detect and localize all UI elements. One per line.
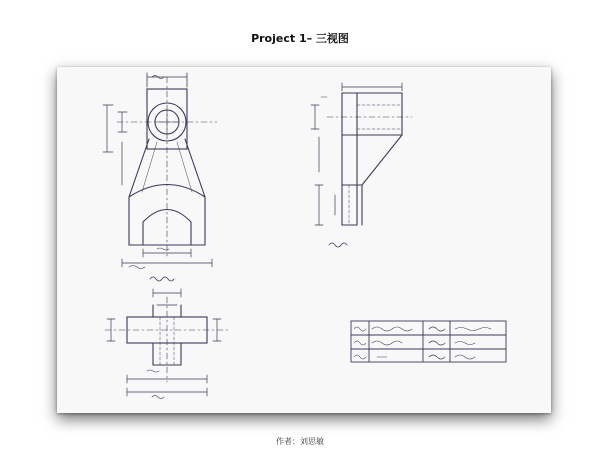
drawing-sheet <box>57 67 551 413</box>
top-view <box>105 289 229 399</box>
author-caption: 作者：刘思敏 <box>276 437 324 446</box>
three-view-drawing <box>57 67 551 413</box>
title-block <box>351 321 506 362</box>
front-view <box>103 73 217 281</box>
side-view <box>311 83 412 247</box>
page-title: Project 1– 三视图 <box>251 32 349 45</box>
